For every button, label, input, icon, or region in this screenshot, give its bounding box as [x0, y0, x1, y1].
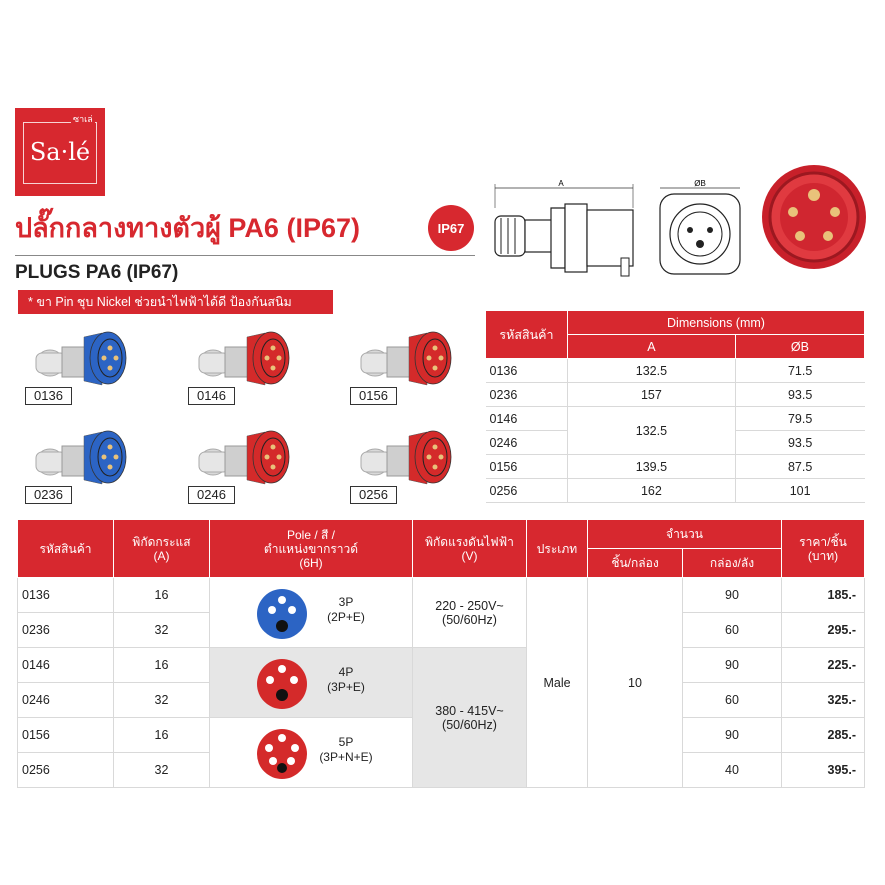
- row-amp: 16: [114, 718, 210, 753]
- row-carton: 40: [683, 753, 782, 788]
- row-price: 285.-: [782, 718, 865, 753]
- header-price: [782, 520, 865, 578]
- plug-front-photo: [760, 160, 868, 275]
- pin: [707, 227, 713, 233]
- table-row: [18, 648, 865, 683]
- table-row: [18, 578, 865, 613]
- plug-sleeve: [565, 204, 587, 272]
- row-amp: 16: [114, 578, 210, 613]
- product-code-label: 0256: [350, 486, 397, 504]
- dim-a: 162: [568, 479, 736, 503]
- label-b: ØB: [694, 179, 706, 188]
- header-pole-line1: Pole / สี /: [286, 527, 335, 542]
- ground-pin: [277, 763, 287, 773]
- spec-table: [17, 519, 865, 788]
- header-price-unit: (บาท): [807, 548, 839, 563]
- row-amp: 32: [114, 753, 210, 788]
- product-code-label: 0156: [350, 387, 397, 405]
- red-plug-image: [353, 323, 473, 393]
- row-code: 0146: [18, 648, 114, 683]
- key-tab: [621, 258, 629, 276]
- pole-label: [308, 735, 384, 765]
- type-cell: Male: [527, 578, 588, 788]
- row-code: 0236: [18, 613, 114, 648]
- front-view-drawing: [652, 178, 747, 278]
- voltage-hz: (50/60Hz): [442, 612, 497, 627]
- dim-a: 139.5: [568, 455, 736, 479]
- row-carton: 60: [683, 613, 782, 648]
- blue-plug-image: [28, 323, 148, 393]
- row-price: 295.-: [782, 613, 865, 648]
- voltage-value: 220 - 250V~: [435, 598, 504, 613]
- pin: [795, 231, 805, 241]
- pole-config: (3P+N+E): [319, 749, 373, 764]
- header-pole-line2: ตำแหน่งขากราวด์: [263, 541, 359, 556]
- socket-face-red-4p: [256, 658, 308, 710]
- header-pole-line3: (6H): [299, 555, 323, 570]
- pin-hole: [278, 665, 286, 673]
- header-code: รหัสสินค้า: [18, 520, 114, 578]
- row-price: 325.-: [782, 683, 865, 718]
- pole-config: (3P+E): [327, 679, 365, 694]
- table-row: [486, 407, 865, 431]
- pole-count: 5P: [338, 734, 354, 749]
- cable-gland: [495, 216, 525, 256]
- title-divider: [15, 255, 475, 256]
- row-price: 225.-: [782, 648, 865, 683]
- header-qty: จำนวน: [588, 520, 782, 549]
- dim-a: 132.5: [568, 359, 736, 383]
- dim-code: 0236: [486, 383, 568, 407]
- ground-pin: [276, 620, 288, 632]
- product-code-label: 0146: [188, 387, 235, 405]
- header-voltage: [413, 520, 527, 578]
- pole-label: [316, 595, 376, 625]
- row-code: 0246: [18, 683, 114, 718]
- row-price: 185.-: [782, 578, 865, 613]
- dim-b: 71.5: [735, 359, 864, 383]
- brand-logo: [15, 108, 105, 196]
- plug-body: [525, 220, 553, 252]
- pin: [823, 231, 833, 241]
- page-title-english: PLUGS PA6 (IP67): [15, 262, 179, 283]
- pin: [808, 189, 820, 201]
- dim-b: 79.5: [735, 407, 864, 431]
- row-carton: 90: [683, 578, 782, 613]
- dim-header-code: รหัสสินค้า: [486, 311, 568, 359]
- pin-hole: [269, 757, 277, 765]
- dim-header-dims: Dimensions (mm): [568, 311, 865, 335]
- red-plug-image: [191, 323, 311, 393]
- socket-face-red-5p: [256, 728, 308, 780]
- product-code-label: 0246: [188, 486, 235, 504]
- voltage-value: 380 - 415V~: [435, 703, 504, 718]
- socket-face-blue-3p: [256, 588, 308, 640]
- header-pole: [210, 520, 413, 578]
- header-qty-carton: กล่อง/ลัง: [683, 549, 782, 578]
- dimensions-table: [485, 310, 865, 503]
- header-current: [114, 520, 210, 578]
- row-code: 0136: [18, 578, 114, 613]
- pole-count: 3P: [338, 594, 354, 609]
- pole-config: (2P+E): [327, 609, 365, 624]
- ip-rating-badge: IP67: [428, 205, 474, 251]
- dim-b: 93.5: [735, 431, 864, 455]
- dim-b: 101: [735, 479, 864, 503]
- pole-cell-5p: [210, 718, 413, 788]
- product-code-label: 0236: [25, 486, 72, 504]
- pin-hole: [288, 606, 296, 614]
- header-price-label: ราคา/ชิ้น: [799, 534, 847, 549]
- table-row: [486, 359, 865, 383]
- header-voltage-label: พิกัดแรงดันไฟฟ้า: [425, 534, 514, 549]
- pole-cell-3p: [210, 578, 413, 648]
- row-price: 395.-: [782, 753, 865, 788]
- pin: [696, 240, 704, 248]
- header-current-unit: (A): [153, 548, 170, 563]
- dim-b: 93.5: [735, 383, 864, 407]
- row-amp: 32: [114, 613, 210, 648]
- pin-hole: [287, 757, 295, 765]
- header-qty-box: ชิ้น/กล่อง: [588, 549, 683, 578]
- dim-code: 0136: [486, 359, 568, 383]
- pin-hole: [278, 596, 286, 604]
- dim-a: 157: [568, 383, 736, 407]
- logo-small-text: ซาเล่: [73, 114, 93, 124]
- row-amp: 32: [114, 683, 210, 718]
- voltage-cell: [413, 648, 527, 788]
- pin-hole: [291, 744, 299, 752]
- dim-header-b: ØB: [735, 335, 864, 359]
- table-row: [486, 479, 865, 503]
- pin-hole: [278, 734, 286, 742]
- qty-box-cell: 10: [588, 578, 683, 788]
- pin-hole: [266, 676, 274, 684]
- row-carton: 90: [683, 648, 782, 683]
- row-carton: 60: [683, 683, 782, 718]
- label-a: A: [558, 179, 564, 188]
- table-row: [486, 383, 865, 407]
- pin-hole: [265, 744, 273, 752]
- ground-pin: [276, 689, 288, 701]
- dim-b: 87.5: [735, 455, 864, 479]
- dim-a: 132.5: [568, 407, 736, 455]
- dim-header-a: A: [568, 335, 736, 359]
- pin-hole: [268, 606, 276, 614]
- dim-code: 0246: [486, 431, 568, 455]
- row-carton: 90: [683, 718, 782, 753]
- row-amp: 16: [114, 648, 210, 683]
- header-type: ประเภท: [527, 520, 588, 578]
- row-code: 0156: [18, 718, 114, 753]
- red-plug-image: [353, 422, 473, 492]
- dim-code: 0156: [486, 455, 568, 479]
- voltage-hz: (50/60Hz): [442, 717, 497, 732]
- table-row: [486, 455, 865, 479]
- pole-count: 4P: [338, 664, 354, 679]
- product-code-label: 0136: [25, 387, 72, 405]
- pin: [830, 207, 840, 217]
- header-voltage-unit: (V): [461, 548, 478, 563]
- coupling-ring: [551, 208, 565, 268]
- pole-label: [316, 665, 376, 695]
- pin: [687, 227, 693, 233]
- row-code: 0256: [18, 753, 114, 788]
- pin: [788, 207, 798, 217]
- logo-text: Sa·lé: [29, 138, 91, 166]
- pin-hole: [290, 676, 298, 684]
- side-view-drawing: [485, 178, 645, 278]
- feature-note: * ขา Pin ชุบ Nickel ช่วยนำไฟฟ้าได้ดี ป้องกันสนิม: [18, 290, 333, 314]
- red-plug-image: [191, 422, 311, 492]
- page-title-thai: ปลั๊กกลางทางตัวผู้ PA6 (IP67): [15, 213, 360, 243]
- blue-plug-image: [28, 422, 148, 492]
- dim-code: 0146: [486, 407, 568, 431]
- dim-code: 0256: [486, 479, 568, 503]
- voltage-cell: [413, 578, 527, 648]
- pole-cell-4p: [210, 648, 413, 718]
- header-current-label: พิกัดกระแส: [132, 534, 191, 549]
- front-inner: [678, 212, 722, 256]
